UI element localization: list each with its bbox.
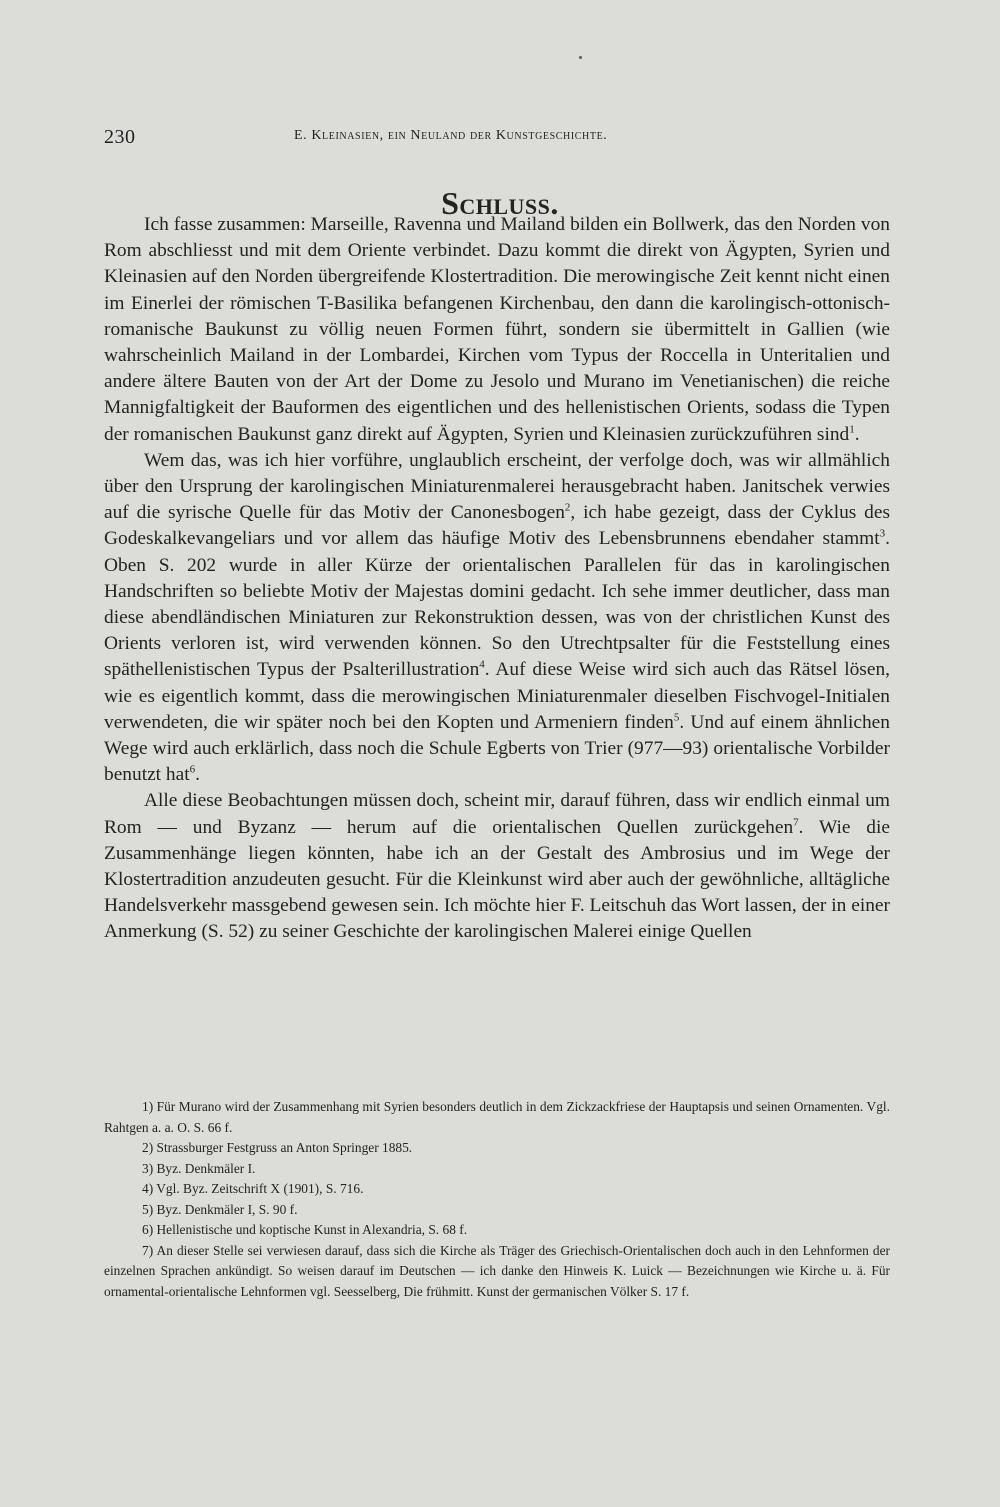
footnote-ref[interactable]: 5 (673, 711, 680, 724)
footnote: 6) Hellenistische und koptische Kunst in Alexandria, S. 68 f. (142, 1222, 468, 1237)
footnote-ref[interactable]: 7 (793, 816, 799, 829)
footnote-ref[interactable]: 3 (879, 527, 886, 540)
footnote: 5) Byz. Denkmäler I, S. 90 f. (142, 1201, 298, 1217)
paragraph: Alle diese Beobachtungen müssen doch, scheint mir, darauf führen, dass wir endlich einmal um Rom — und Byzanz — herum auf die orientalischen Quellen zurückgehen$^7$. Wie die Zusammenhänge liegen könnten, habe ich an der Gestalt des Ambrosius und im Wege der Klostertradition anzudeuten gesucht. Für die Kleinkunst wird aber auch der gewöhnliche, alltägliche Handelsverkehr massgebend gewesen sein. Ich möchte hier F. Leitschuh das Wort lassen, der in einer Anmerkung (S. 52) zu seiner Geschichte der karolingischen Malerei einige Quellen (104, 790, 890, 943)
chapter-title: Schluss. (441, 185, 559, 222)
footnote: 3) Byz. Denkmäler I. (142, 1160, 256, 1176)
footnote: 4) Vgl. Byz. Zeitschrift X (1901), S. 716. (142, 1181, 364, 1196)
footnote: 7) An dieser Stelle sei verwiesen darauf, dass sich die Kirche als Träger des Griechisch-Orientalischen doch auch in den Lehnformen der einzelnen Sprachen ankündigt. So weisen darauf im Deutschen — ich danke den Hinweis K. Luick — Bezeichnungen wie Kirche u. ä. Für ornamental-orientalische Lehnformen vgl. Seesselberg, Die frühmitt. Kunst der germanischen Völker S. 17 f. (104, 1242, 890, 1299)
footnote: 2) Strassburger Festgruss an Anton Springer 1885. (142, 1140, 413, 1155)
footnote-ref[interactable]: 1 (849, 423, 855, 436)
footnote-ref[interactable]: 4 (479, 658, 485, 671)
body-text (104, 212, 890, 946)
footnote-ref[interactable]: 2 (564, 501, 571, 514)
paragraph: Ich fasse zusammen: Marseille, Ravenna und Mailand bilden ein Bollwerk, das den Norden von Rom abschliesst und mit dem Oriente verbindet. Dazu kommt die direkt von Ägypten, Syrien und Kleinasien auf den Norden übergreifende Klostertradition. Die merowingische Zeit kennt nicht einen im Einerlei der römischen T-Basilika befangenen Kirchenbau, den dann die karolingisch-ottonisch-romanische Baukunst zu völlig neuen Formen führt, sondern sie übermittelt in Gallien (wie wahrscheinlich Mailand in der Lombardei, Kirchen vom Typus der Roccella in Unteritalien und andere ältere Bauten von der Art der Dome zu Jesolo und Murano im Venetianischen) die reiche Mannigfaltigkeit der Bauformen des eigentlichen und des hellenistischen Orients, sodass die Typen der romanischen Baukunst ganz direkt auf Ägypten, Syrien und Kleinasien zurückzuführen sind$^1$. (104, 214, 890, 445)
footnotes (104, 1097, 890, 1302)
page-header (104, 124, 896, 154)
footnote-ref[interactable]: 6 (189, 763, 196, 776)
footnote: 1) Für Murano wird der Zusammenhang mit Syrien besonders deutlich in dem Zickzackfriese der Hauptapsis und seinen Ornamenten. Vgl. Rahtgen a. a. O. S. 66 f. (104, 1099, 890, 1135)
paragraph: Wem das, was ich hier vorführe, unglaublich erscheint, der verfolge doch, was wir allmählich über den Ursprung der karolingischen Miniaturenmalerei herausgebracht haben. Janitschek verwies auf die syrische Quelle für das Motiv der Canonesbogen$^2$, ich habe gezeigt, dass der Cyklus des Godeskalkevangeliars und vor allem das häufige Motiv des Lebensbrunnens ebendaher stammt$^3$. Oben S. 202 wurde in aller Kürze der orientalischen Parallelen für das in karolingischen Handschriften so beliebte Motiv der Majestas domini gedacht. Ich sehe immer deutlicher, dass man diese abendländischen Miniaturen zur Rekonstruktion dessen, was von der christlichen Kunst des Orients verloren ist, wird verwenden können. So den Utrechtpsalter für die Feststellung eines späthellenistischen Typus der Psalterillustration$^4$. Auf diese Weise wird sich auch das Rätsel lösen, wie es eigentlich kommt, dass die merowingischen Miniaturenmaler dieselben Fischvogel-Initialen verwendeten, die wir später noch bei den Kopten und Armeniern finden$^5$. Und auf einem ähnlichen Wege wird auch erklärlich, dass noch die Schule Egberts von Trier (977—93) orientalische Vorbilder benutzt hat$^6$. (104, 449, 890, 786)
page-number: 230 (104, 126, 136, 148)
paper-speck (579, 56, 582, 59)
running-head: E. Kleinasien, ein Neuland der Kunstgeschichte. (294, 128, 608, 143)
